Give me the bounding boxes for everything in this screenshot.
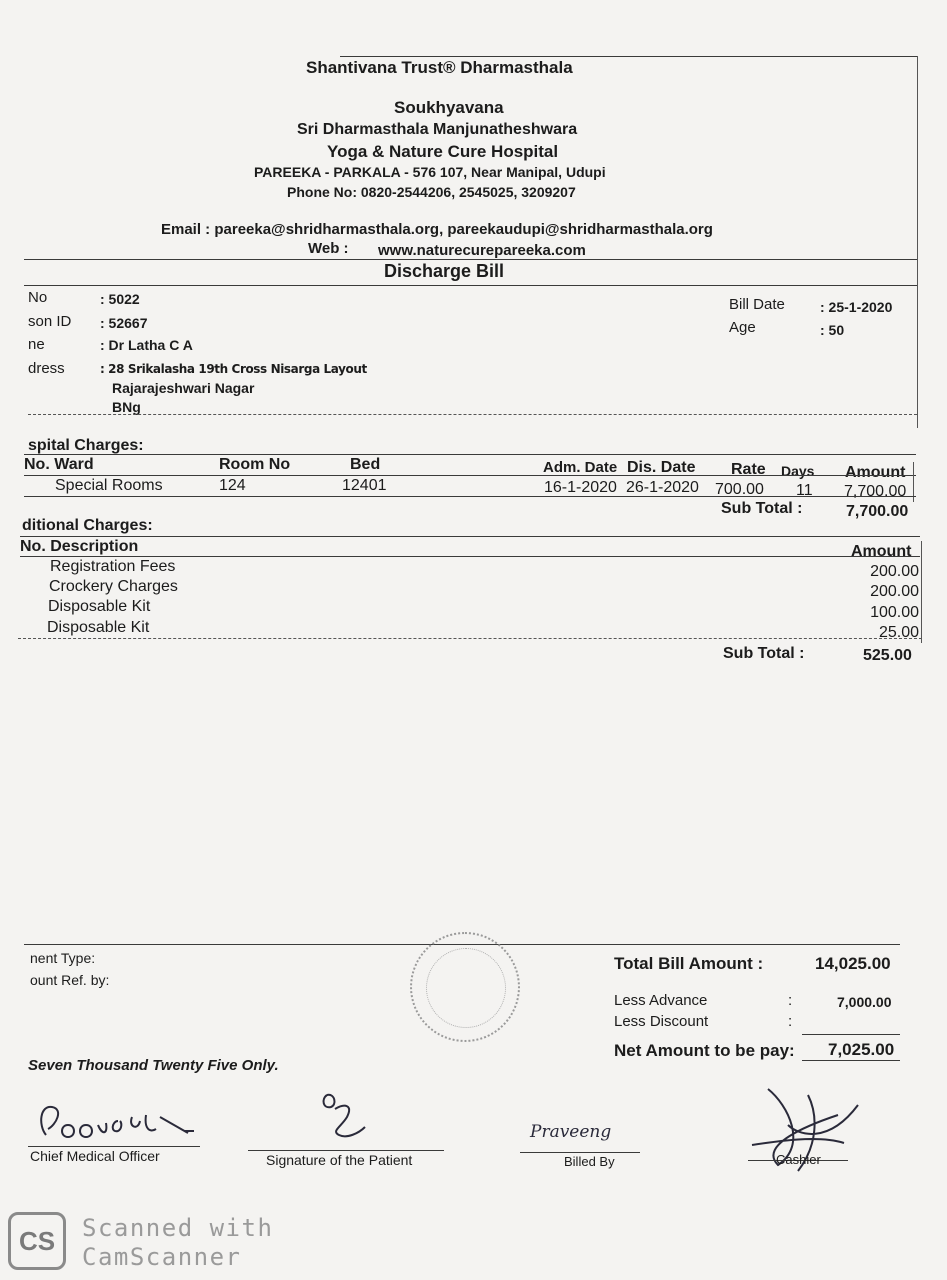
additional-bottom-divider: [18, 638, 922, 639]
billed-by-handwriting: Praveeng: [530, 1122, 612, 1142]
additional-subtotal-label: Sub Total :: [723, 645, 805, 662]
row-rate: 700.00: [715, 481, 764, 498]
address-label: dress: [28, 360, 65, 377]
less-advance-value: 7,000.00: [837, 994, 892, 1010]
patient-id-label: son ID: [28, 313, 72, 330]
item-desc: Disposable Kit: [48, 598, 151, 615]
less-discount-label: Less Discount: [614, 1013, 709, 1030]
row-ward: Special Rooms: [55, 477, 163, 494]
cmo-line: [28, 1146, 200, 1147]
hospital-phone: Phone No: 0820-2544206, 2545025, 3209207: [287, 184, 576, 200]
billed-by-label: Billed By: [564, 1154, 615, 1169]
hospital-header-divider: [24, 475, 916, 476]
payment-type-label: nent Type:: [30, 950, 96, 966]
row-bed: 12401: [342, 477, 387, 494]
camscanner-logo: CS: [8, 1212, 66, 1270]
net-bottom-rule: [802, 1060, 900, 1061]
col-room-no: Room No: [219, 456, 291, 473]
bill-date-value: : 25-1-2020: [820, 299, 893, 315]
col-amount: Amount: [845, 464, 906, 481]
website: www.naturecurepareeka.com: [378, 242, 586, 259]
hospital-name-3: Yoga & Nature Cure Hospital: [327, 142, 559, 161]
address-line-1: : 28 Srikalasha 19th Cross Nisarga Layout: [100, 362, 367, 376]
patient-name-value: : Dr Latha C A: [100, 337, 193, 353]
patient-name-label: ne: [28, 336, 45, 353]
row-room: 124: [219, 477, 246, 494]
billed-by-line: [520, 1152, 640, 1153]
col-rate: Rate: [731, 461, 766, 478]
watermark-line-2: CamScanner: [82, 1243, 242, 1271]
less-discount-colon: :: [788, 1013, 793, 1030]
net-top-rule: [802, 1034, 900, 1035]
additional-right-rule: [921, 541, 922, 643]
row-amount: 7,700.00: [844, 483, 907, 500]
item-desc: Disposable Kit: [47, 619, 150, 636]
patient-label: Signature of the Patient: [266, 1152, 413, 1168]
row-days: 11: [796, 482, 813, 499]
col-days: Days: [781, 463, 815, 479]
hospital-subtotal-label: Sub Total :: [721, 500, 803, 517]
watermark-line-1: Scanned with: [82, 1214, 274, 1242]
col-dis-date: Dis. Date: [627, 459, 696, 476]
patient-divider: [28, 414, 917, 415]
title-divider: [24, 285, 917, 286]
col-adm-date: Adm. Date: [543, 459, 618, 476]
top-border: [340, 56, 918, 57]
bill-no-label: No: [28, 289, 48, 306]
col-no-description: No. Description: [20, 538, 139, 555]
item-amount: 200.00: [870, 563, 919, 580]
amount-in-words: Seven Thousand Twenty Five Only.: [28, 1057, 279, 1074]
right-border: [917, 56, 918, 428]
age-value: : 50: [820, 322, 845, 338]
bill-date-label: Bill Date: [729, 296, 785, 313]
trust-name: Shantivana Trust® Dharmasthala: [306, 58, 573, 77]
less-advance-colon: :: [788, 992, 793, 1009]
item-desc: Registration Fees: [50, 558, 176, 575]
col-add-amount: Amount: [851, 543, 912, 560]
web-label: Web :: [308, 240, 349, 257]
additional-charges-title: ditional Charges:: [22, 517, 153, 534]
hospital-charges-title: spital Charges:: [28, 437, 144, 454]
additional-header-divider: [20, 556, 920, 557]
item-amount: 100.00: [870, 604, 919, 621]
cmo-label: Chief Medical Officer: [30, 1148, 160, 1164]
total-bill-label: Total Bill Amount :: [614, 954, 764, 973]
patient-line: [248, 1150, 444, 1151]
net-amount-value: 7,025.00: [828, 1040, 895, 1059]
row-adm-date: 16-1-2020: [544, 479, 617, 496]
col-no-ward: No. Ward: [24, 456, 94, 473]
item-amount: 25.00: [878, 624, 919, 641]
net-amount-label: Net Amount to be pay:: [614, 1041, 795, 1060]
hospital-table-top: [24, 454, 916, 455]
cashier-label: Cashier: [776, 1152, 821, 1167]
item-amount: 200.00: [870, 583, 919, 600]
address-line-2: Rajarajeshwari Nagar: [112, 380, 255, 396]
hospital-seal: [410, 932, 520, 1042]
discount-ref-label: ount Ref. by:: [30, 972, 110, 988]
address-line-3: BNg: [112, 399, 141, 415]
hospital-row-divider: [24, 496, 916, 497]
hospital-address: PAREEKA - PARKALA - 576 107, Near Manipal, Udupi: [254, 164, 606, 180]
item-desc: Crockery Charges: [49, 578, 178, 595]
hospital-subtotal-value: 7,700.00: [846, 503, 909, 520]
patient-signature: [305, 1085, 405, 1145]
header-divider: [24, 259, 917, 260]
cmo-signature: [34, 1095, 204, 1145]
additional-subtotal-value: 525.00: [863, 647, 912, 664]
total-bill-value: 14,025.00: [815, 954, 891, 973]
bill-title: Discharge Bill: [384, 261, 505, 281]
age-label: Age: [729, 319, 756, 336]
hospital-name-2: Sri Dharmasthala Manjunatheshwara: [297, 121, 578, 138]
col-bed: Bed: [350, 456, 381, 473]
bill-no-value: : 5022: [100, 291, 140, 307]
additional-table-top: [20, 536, 920, 537]
patient-id-value: : 52667: [100, 315, 148, 331]
less-advance-label: Less Advance: [614, 992, 708, 1009]
row-dis-date: 26-1-2020: [626, 479, 699, 496]
hospital-email: Email : pareeka@shridharmasthala.org, pareekaudupi@shridharmasthala.org: [161, 221, 713, 238]
hospital-name-1: Soukhyavana: [394, 98, 504, 117]
